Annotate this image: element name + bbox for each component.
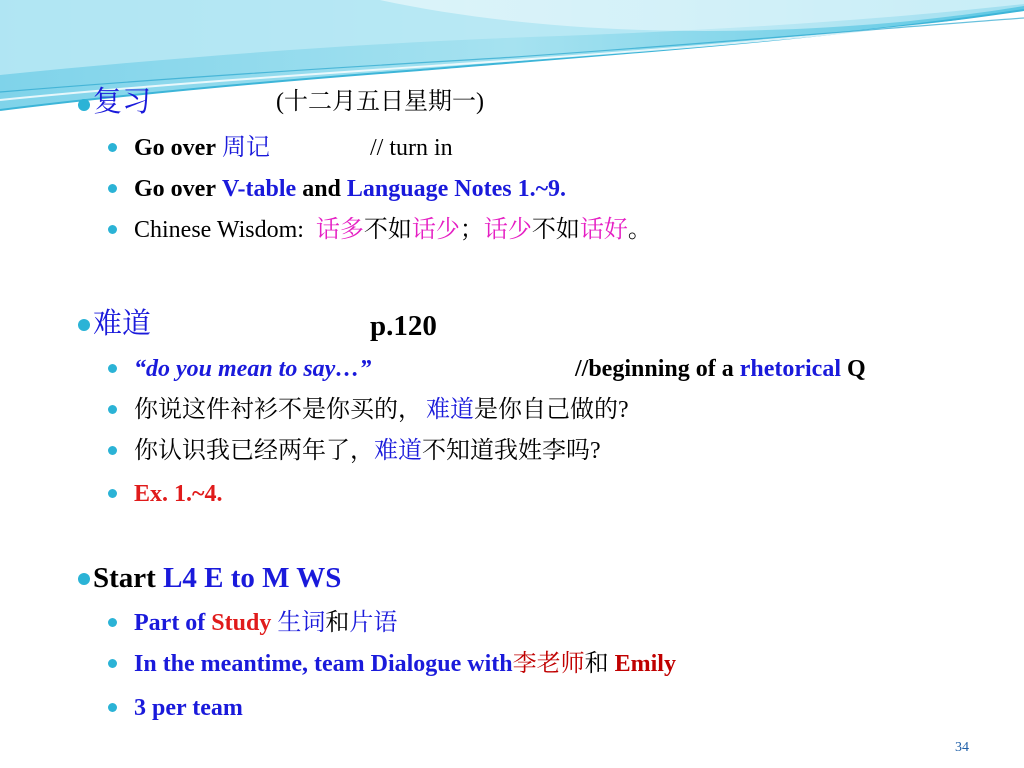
list-item-exercise: Ex. 1.~4. xyxy=(134,481,223,507)
list-item-go-over-vtable: Go over V-table and Language Notes 1.~9. xyxy=(134,176,567,202)
list-item-turn-in-note: // turn in xyxy=(370,135,453,161)
bullet-icon xyxy=(108,405,117,414)
bullet-icon xyxy=(108,618,117,627)
bullet-icon xyxy=(108,184,117,193)
section-heading-nandao: 难道 xyxy=(93,308,152,340)
section-heading-review: 复习 xyxy=(93,86,152,118)
header-wave-decoration xyxy=(0,0,1024,120)
list-item-study: Part of Study 生词和片语 xyxy=(134,610,398,636)
list-item-example-surname: 你认识我已经两年了，难道不知道我姓李吗? xyxy=(134,438,601,464)
bullet-icon xyxy=(108,364,117,373)
section-heading-start: Start L4 E to M WS xyxy=(93,562,342,594)
bullet-icon xyxy=(108,489,117,498)
list-item-example-shirt: 你说这件衬衫不是你买的， 难道是你自己做的? xyxy=(134,397,629,423)
bullet-icon xyxy=(78,573,90,585)
bullet-icon xyxy=(108,703,117,712)
list-item-team-size: 3 per team xyxy=(134,695,243,721)
bullet-icon xyxy=(108,659,117,668)
bullet-icon xyxy=(108,143,117,152)
bullet-icon xyxy=(108,446,117,455)
bullet-icon xyxy=(78,319,90,331)
list-item-rhetorical-note: //beginning of a rhetorical Q xyxy=(575,356,866,382)
list-item-go-over-journal: Go over 周记 xyxy=(134,135,270,161)
section-heading-page-ref: p.120 xyxy=(370,310,437,342)
bullet-icon xyxy=(108,225,117,234)
bullet-icon xyxy=(78,99,90,111)
list-item-meaning: “do you mean to say…” xyxy=(134,356,372,382)
list-item-chinese-wisdom: Chinese Wisdom: 话多不如话少；话少不如话好。 xyxy=(134,217,652,243)
list-item-meantime: In the meantime, team Dialogue with李老师和 Emily xyxy=(134,651,676,677)
section-heading-date: (十二月五日星期一) xyxy=(276,89,484,115)
slide-number: 34 xyxy=(955,740,969,755)
